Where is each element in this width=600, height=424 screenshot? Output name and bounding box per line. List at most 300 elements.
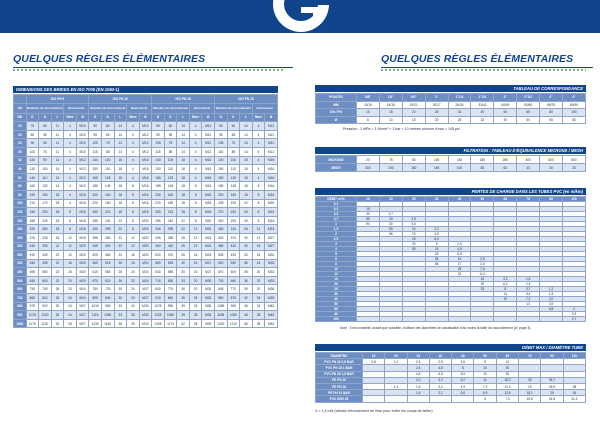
flow-note: V = 1,5 m/s (vitesse d'écoulement de l'eau pour éviter les coups de bélier)	[315, 409, 433, 413]
table-row	[316, 156, 586, 164]
pn-group-header: ISO PN 10	[89, 95, 152, 104]
value-cell: 26	[177, 251, 190, 260]
value-cell	[363, 396, 385, 402]
value-cell: 33	[114, 302, 127, 311]
value-cell: 770	[227, 285, 240, 294]
value-cell: M33	[265, 268, 278, 277]
value-cell: 2,1	[429, 390, 451, 396]
value-cell: 95	[215, 130, 228, 139]
value-cell: 340	[89, 225, 102, 234]
value-cell: 20	[189, 276, 202, 285]
value-cell: 26	[114, 268, 127, 277]
value-cell: 17	[448, 262, 471, 267]
value-cell: M20	[139, 216, 152, 225]
value-cell	[471, 317, 494, 322]
value-cell: 22	[240, 199, 253, 208]
value-cell: M16	[76, 208, 89, 217]
value-cell: 715	[152, 276, 165, 285]
value-cell: 33	[471, 287, 494, 292]
value-cell: M16	[202, 199, 215, 208]
row-header-cell: PE PN 10 BAR	[316, 390, 363, 396]
column-label: D	[89, 113, 102, 122]
table-row	[14, 190, 278, 199]
value-cell	[494, 317, 517, 322]
pn-group-header: ISO PN 16	[152, 95, 215, 104]
value-cell: 8	[64, 216, 77, 225]
value-cell: 8	[252, 208, 265, 217]
value-cell: 15	[379, 109, 402, 117]
value-cell: 18,1	[519, 390, 541, 396]
value-cell: 340	[152, 225, 165, 234]
value-cell: 670	[215, 268, 228, 277]
value-cell: 26	[519, 377, 541, 383]
value-cell: 39	[177, 302, 190, 311]
value-cell: 115	[215, 147, 228, 156]
value-cell: 5,4	[517, 292, 540, 297]
value-cell: 12	[496, 359, 518, 365]
value-cell: M27	[265, 233, 278, 242]
column-header: 1/2"	[379, 94, 402, 102]
value-cell: 12	[64, 251, 77, 260]
value-cell: 14	[177, 139, 190, 148]
value-cell: 24	[127, 302, 140, 311]
value-cell: 19	[379, 217, 402, 222]
value-cell: M12	[139, 139, 152, 148]
column-header: 40	[448, 197, 471, 202]
value-cell: 170	[39, 199, 52, 208]
value-cell: 225	[39, 216, 52, 225]
value-cell: M20	[202, 225, 215, 234]
value-cell: 100	[39, 165, 52, 174]
value-cell: M16	[139, 165, 152, 174]
column-header: 1"	[425, 94, 448, 102]
value-cell: 14	[240, 139, 253, 148]
value-cell: 440	[26, 242, 39, 251]
brand-logo	[269, 0, 333, 33]
row-header-cell: 10	[316, 267, 357, 272]
value-cell: 550	[227, 259, 240, 268]
value-cell: 25	[425, 252, 448, 257]
value-cell: M33	[265, 259, 278, 268]
value-cell: M24	[202, 233, 215, 242]
value-cell: 660	[227, 276, 240, 285]
value-cell: 8	[252, 216, 265, 225]
value-cell: 65	[164, 130, 177, 139]
value-cell: 26	[177, 242, 190, 251]
value-cell: 90	[39, 156, 52, 165]
value-cell: 15	[402, 116, 425, 124]
value-cell: M20	[139, 251, 152, 260]
value-cell: 50	[39, 122, 52, 131]
row-header-cell: PE PN 10	[316, 377, 363, 383]
value-cell: 60	[101, 122, 114, 131]
value-cell: 22	[51, 259, 64, 268]
column-header: 3/8"	[357, 94, 380, 102]
value-cell: 8	[189, 182, 202, 191]
dn-cell: 800	[14, 302, 27, 311]
value-cell: 65	[517, 109, 540, 117]
value-cell: 40	[517, 164, 540, 172]
value-cell: 4,5	[429, 365, 451, 371]
value-cell: M16	[202, 208, 215, 217]
value-cell: 110	[101, 165, 114, 174]
value-cell: 4	[127, 130, 140, 139]
value-cell: 6,5	[425, 237, 448, 242]
table-row	[14, 122, 278, 131]
value-cell: 65	[39, 139, 52, 148]
table-row	[14, 242, 278, 251]
value-cell: 1015	[89, 302, 102, 311]
value-cell: 4	[127, 147, 140, 156]
value-cell: 185	[89, 182, 102, 191]
value-cell: 11,0	[471, 272, 494, 277]
value-cell: 9	[425, 242, 448, 247]
value-cell: 400	[101, 242, 114, 251]
value-cell: 18	[114, 165, 127, 174]
value-cell: 22	[177, 216, 190, 225]
table-row	[14, 251, 278, 260]
value-cell: 8	[452, 365, 474, 371]
value-cell: 22	[114, 242, 127, 251]
value-cell: 18	[177, 208, 190, 217]
value-cell: 220	[89, 199, 102, 208]
value-cell: 445	[89, 242, 102, 251]
value-cell: 18	[114, 208, 127, 217]
value-cell: 730	[215, 276, 228, 285]
value-cell: 20	[189, 285, 202, 294]
dn-cell: 350	[14, 251, 27, 260]
value-cell: M20	[76, 268, 89, 277]
value-cell: 22	[51, 242, 64, 251]
value-cell: 8	[494, 287, 517, 292]
value-cell: 30	[240, 242, 253, 251]
column-label: K	[101, 113, 114, 122]
column-header: 16	[363, 353, 385, 359]
value-cell: M33	[265, 276, 278, 285]
table-row	[14, 130, 278, 139]
value-cell: 1,2	[385, 359, 407, 365]
value-cell: M20	[265, 199, 278, 208]
value-cell: 8	[252, 190, 265, 199]
value-cell: 90	[26, 139, 39, 148]
row-header-cell: 40	[316, 297, 357, 302]
value-cell: 445	[39, 251, 52, 260]
table-row	[14, 285, 278, 294]
value-cell: 460	[152, 242, 165, 251]
value-cell: M45	[265, 311, 278, 320]
value-cell: 210	[164, 208, 177, 217]
value-cell: 4,9	[452, 383, 474, 389]
value-cell: 12	[64, 233, 77, 242]
value-cell: M16	[202, 165, 215, 174]
dn-cell: 1000	[14, 319, 27, 328]
value-cell	[429, 396, 451, 402]
value-cell: 105	[152, 139, 165, 148]
value-cell: 235	[215, 199, 228, 208]
value-cell: 8	[127, 225, 140, 234]
value-cell: 80	[563, 116, 586, 124]
value-cell: 24	[252, 294, 265, 303]
value-cell: 30	[51, 311, 64, 320]
value-cell	[357, 317, 380, 322]
column-label: Nbre	[252, 113, 265, 122]
value-cell: 6,2	[494, 282, 517, 287]
value-cell: M10	[76, 130, 89, 139]
value-cell: 300	[357, 164, 380, 172]
value-cell: 29	[541, 390, 563, 396]
column-label: D	[26, 113, 39, 122]
value-cell: 705	[39, 285, 52, 294]
value-cell: 30	[51, 319, 64, 328]
value-cell: 14	[114, 130, 127, 139]
value-cell: M33	[202, 294, 215, 303]
value-cell: 32	[448, 272, 471, 277]
value-cell: M16	[76, 216, 89, 225]
value-cell: 4	[64, 182, 77, 191]
value-cell: 4,6	[425, 232, 448, 237]
value-cell: 18	[114, 182, 127, 191]
value-cell: 26	[114, 276, 127, 285]
value-cell: 130	[26, 165, 39, 174]
value-cell: 1090	[227, 311, 240, 320]
filtration-table-title: FILTRATION : TABLEAU D'ÉQUIVALENCE MICRONS / MESH	[315, 147, 586, 154]
flow-table-title: DÉBIT MAX / DIAMÈTRE TUBE	[315, 344, 586, 351]
value-cell: 14	[114, 147, 127, 156]
column-header: 40	[452, 353, 474, 359]
value-cell: 6	[474, 396, 496, 402]
subheader-cell: Diamètre de raccordement	[152, 103, 190, 113]
value-cell: 150	[425, 164, 448, 172]
value-cell: M12	[202, 122, 215, 131]
column-header: 63	[494, 197, 517, 202]
value-cell: 1160	[101, 319, 114, 328]
column-header: 20	[379, 197, 402, 202]
value-cell: 30	[357, 212, 380, 217]
value-cell: 280	[39, 225, 52, 234]
value-cell: 66/76	[540, 101, 563, 109]
value-cell: 42	[177, 319, 190, 328]
value-cell	[452, 396, 474, 402]
column-header: 1"1/2	[471, 94, 494, 102]
value-cell: 150	[448, 156, 471, 164]
value-cell: 840	[152, 285, 165, 294]
value-cell: 30	[240, 233, 253, 242]
value-cell: 24,8	[541, 396, 563, 402]
value-cell: 75	[26, 122, 39, 131]
value-cell: 80/90	[563, 101, 586, 109]
value-cell: M24	[265, 225, 278, 234]
table-row	[14, 311, 278, 320]
value-cell: 4,8	[448, 247, 471, 252]
value-cell: 36	[177, 285, 190, 294]
value-cell: 34	[425, 257, 448, 262]
row-header-cell: 4	[316, 247, 357, 252]
value-cell: 105	[89, 139, 102, 148]
value-cell: 75	[39, 147, 52, 156]
value-cell: 1075	[26, 311, 39, 320]
value-cell: M52	[265, 319, 278, 328]
value-cell: 18	[51, 208, 64, 217]
value-cell: M10	[76, 122, 89, 131]
value-cell: 180	[402, 164, 425, 172]
value-cell: 165	[152, 173, 165, 182]
value-cell: 2,5	[407, 359, 429, 365]
value-cell: 4	[64, 122, 77, 131]
value-cell: 30	[177, 259, 190, 268]
value-cell: M10	[76, 139, 89, 148]
value-cell: 30	[402, 242, 425, 247]
value-cell: 10	[474, 371, 496, 377]
value-cell: M16	[139, 190, 152, 199]
table-row	[316, 164, 586, 172]
table-row	[14, 173, 278, 182]
value-cell: 18	[177, 156, 190, 165]
value-cell: 100	[101, 156, 114, 165]
value-cell: M16	[265, 165, 278, 174]
value-cell: 770	[164, 285, 177, 294]
value-cell: 50/60	[517, 101, 540, 109]
value-cell: 16	[64, 268, 77, 277]
value-cell: 180	[471, 156, 494, 164]
row-header-cell: 0,7	[316, 217, 357, 222]
row-header-cell: 2	[316, 232, 357, 237]
value-cell: 12	[127, 242, 140, 251]
value-cell: M27	[139, 294, 152, 303]
value-cell: 220	[227, 208, 240, 217]
column-header: 63	[496, 353, 518, 359]
value-cell: 4,2	[494, 277, 517, 282]
value-cell: 3,2	[429, 383, 451, 389]
value-cell: 75	[101, 139, 114, 148]
value-cell: 1,6	[407, 390, 429, 396]
value-cell: 755	[26, 285, 39, 294]
value-cell: 30	[540, 164, 563, 172]
value-cell: 285	[89, 216, 102, 225]
value-cell: 565	[89, 259, 102, 268]
value-cell: 20	[357, 156, 380, 164]
value-cell: 110	[164, 165, 177, 174]
value-cell: 1050	[164, 311, 177, 320]
dn-cell: 100	[14, 199, 27, 208]
value-cell: 8	[252, 182, 265, 191]
value-cell: M16	[139, 156, 152, 165]
table-row	[14, 225, 278, 234]
value-cell: M16	[265, 173, 278, 182]
value-cell: M24	[202, 242, 215, 251]
value-cell: 22	[114, 216, 127, 225]
value-cell: 515	[101, 259, 114, 268]
value-cell: 600	[227, 268, 240, 277]
subheader-row	[14, 103, 278, 113]
value-cell: 920	[39, 302, 52, 311]
value-cell: 150	[39, 190, 52, 199]
value-cell: 180	[164, 199, 177, 208]
value-cell: 895	[89, 294, 102, 303]
value-cell: 115	[152, 147, 165, 156]
dn-cell: 450	[14, 268, 27, 277]
value-cell: 1170	[164, 319, 177, 328]
value-cell: 50	[517, 116, 540, 124]
conversion-table-title: TABLEAU DE CORRESPONDANCE	[315, 85, 586, 92]
value-cell: M16	[76, 199, 89, 208]
value-cell: 80	[402, 156, 425, 164]
value-cell: 55	[39, 130, 52, 139]
value-cell: M39	[265, 294, 278, 303]
table-row	[316, 396, 586, 402]
column-header: 16	[357, 197, 380, 202]
value-cell: 90	[152, 122, 165, 131]
value-cell: 5,6	[452, 390, 474, 396]
value-cell: 125	[227, 173, 240, 182]
value-cell: 24	[189, 294, 202, 303]
value-cell: M20	[139, 233, 152, 242]
value-cell: 395	[39, 242, 52, 251]
value-cell: 32	[471, 116, 494, 124]
value-cell: 30	[51, 302, 64, 311]
value-cell: 7,2	[517, 297, 540, 302]
value-cell: 16	[252, 251, 265, 260]
value-cell: 18	[51, 199, 64, 208]
value-cell: 4	[252, 165, 265, 174]
column-header: 2"1/2	[517, 94, 540, 102]
value-cell: 14	[51, 165, 64, 174]
conversion-note: Pression : 1 MPa = 1 N/mm² = 1 bar = 10 mètres colonne d'eau = 145 psi	[343, 127, 460, 131]
value-cell: M30	[139, 302, 152, 311]
value-cell: 8	[357, 116, 380, 124]
value-cell: 20	[563, 164, 586, 172]
value-cell: 145	[164, 182, 177, 191]
value-cell: 11	[474, 377, 496, 383]
value-cell: 3,7	[517, 287, 540, 292]
value-cell: 26	[240, 225, 253, 234]
value-cell: 16	[189, 259, 202, 268]
value-cell: 28	[127, 319, 140, 328]
value-cell: M12	[202, 147, 215, 156]
value-cell: 5,8	[540, 307, 563, 312]
value-cell: 14	[240, 147, 253, 156]
value-cell: 13	[517, 302, 540, 307]
value-cell: 6,5	[429, 371, 451, 377]
value-cell: 210	[26, 199, 39, 208]
value-cell: 39	[177, 311, 190, 320]
value-cell: 185	[215, 182, 228, 191]
value-cell: M30	[202, 276, 215, 285]
value-cell: 14	[240, 130, 253, 139]
value-cell: M27	[202, 268, 215, 277]
value-cell: 4	[189, 139, 202, 148]
value-cell: 18	[177, 190, 190, 199]
value-cell: 540	[26, 259, 39, 268]
dn-cell: 150	[14, 216, 27, 225]
value-cell: 25	[448, 267, 471, 272]
value-cell: 4	[64, 165, 77, 174]
subheader-cell: Diamètre de raccordement	[215, 103, 253, 113]
value-cell: 180	[101, 199, 114, 208]
subheader-cell: Diamètre de raccordement	[26, 103, 64, 113]
value-cell: M27	[202, 259, 215, 268]
value-cell: 210	[101, 208, 114, 217]
value-cell: 15	[471, 277, 494, 282]
value-cell: M33	[139, 319, 152, 328]
value-cell: 18	[177, 199, 190, 208]
conversion-table	[315, 93, 586, 124]
table-row	[14, 199, 278, 208]
value-cell: 15	[425, 247, 448, 252]
value-cell: 18	[51, 225, 64, 234]
column-header: 90	[541, 353, 563, 359]
value-cell: 18	[240, 182, 253, 191]
value-cell: 6,5	[448, 252, 471, 257]
